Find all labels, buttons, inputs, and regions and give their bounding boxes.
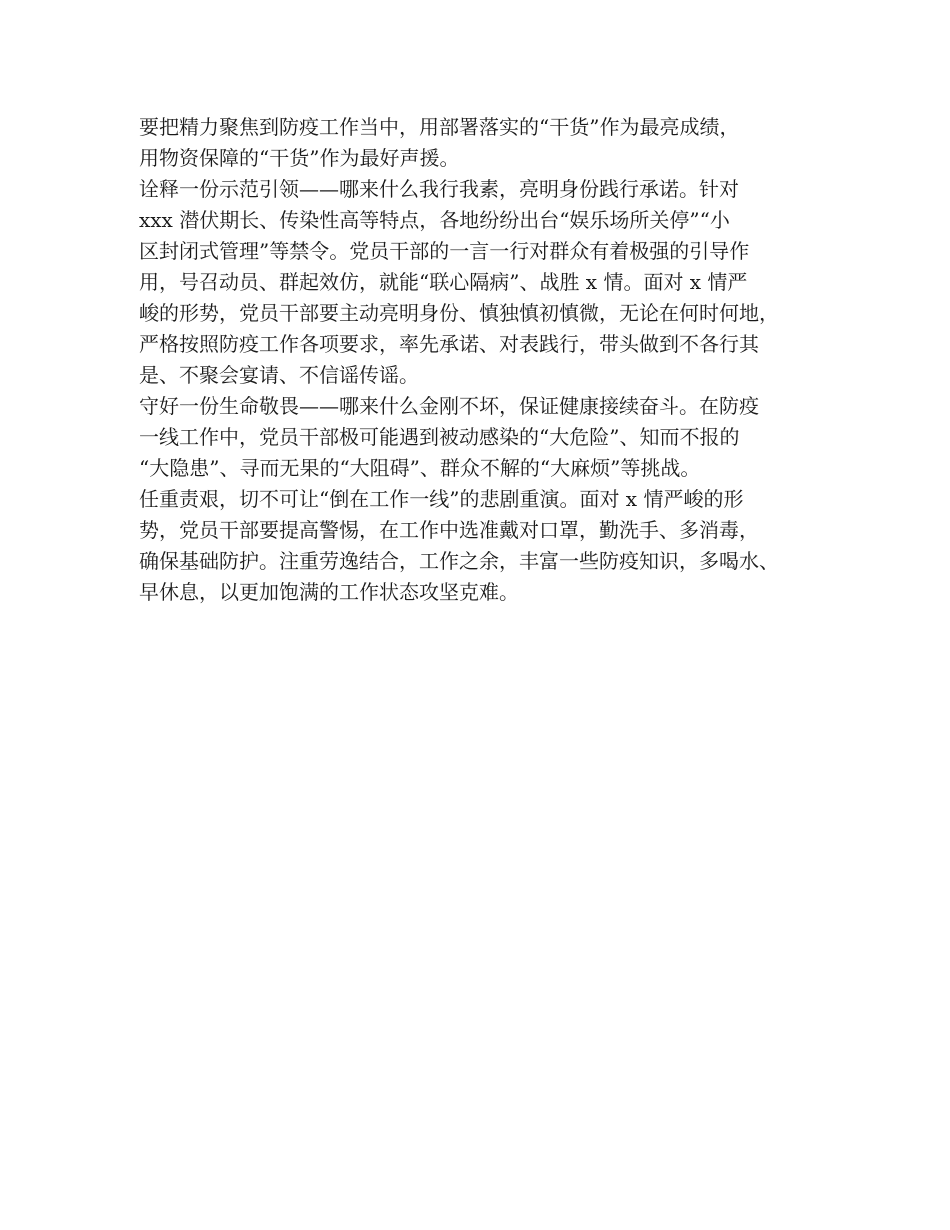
text-line: 严格按照防疫工作各项要求，率先承诺、对表践行，带头做到不各行其 — [139, 332, 759, 356]
text-line: 任重责艰，切不可让“倒在工作一线”的悲剧重演。面对 x 情严峻的形 — [139, 487, 744, 511]
text-line: xxx 潜伏期长、传染性高等特点，各地纷纷出台“娱乐场所关停”“小 — [139, 208, 730, 232]
text-line: “大隐患”、寻而无果的“大阻碍”、群众不解的“大麻烦”等挑战。 — [139, 456, 701, 480]
text-line: 早休息，以更加饱满的工作状态攻坚克难。 — [139, 580, 519, 604]
text-line: 诠释一份示范引领——哪来什么我行我素，亮明身份践行承诺。针对 — [139, 177, 739, 201]
text-line: 确保基础防护。注重劳逸结合，工作之余，丰富一些防疫知识，多喝水、 — [139, 549, 779, 573]
body-text — [139, 112, 839, 608]
text-line: 势，党员干部要提高警惕，在工作中选准戴对口罩，勤洗手、多消毒， — [139, 518, 759, 542]
text-line: 是、不聚会宴请、不信谣传谣。 — [139, 363, 419, 387]
text-line: 守好一份生命敬畏——哪来什么金刚不坏，保证健康接续奋斗。在防疫 — [139, 394, 759, 418]
text-line: 一线工作中，党员干部极可能遇到被动感染的“大危险”、知而不报的 — [139, 425, 740, 449]
text-line: 要把精力聚焦到防疫工作当中，用部署落实的“干货”作为最亮成绩， — [139, 115, 740, 139]
text-line: 峻的形势，党员干部要主动亮明身份、慎独慎初慎微，无论在何时何地， — [139, 301, 779, 325]
text-line: 用物资保障的“干货”作为最好声援。 — [139, 146, 460, 170]
text-line: 区封闭式管理”等禁令。党员干部的一言一行对群众有着极强的引导作 — [139, 239, 750, 263]
text-line: 用，号召动员、群起效仿，就能“联心隔病”、战胜 x 情。面对 x 情严 — [139, 270, 748, 294]
